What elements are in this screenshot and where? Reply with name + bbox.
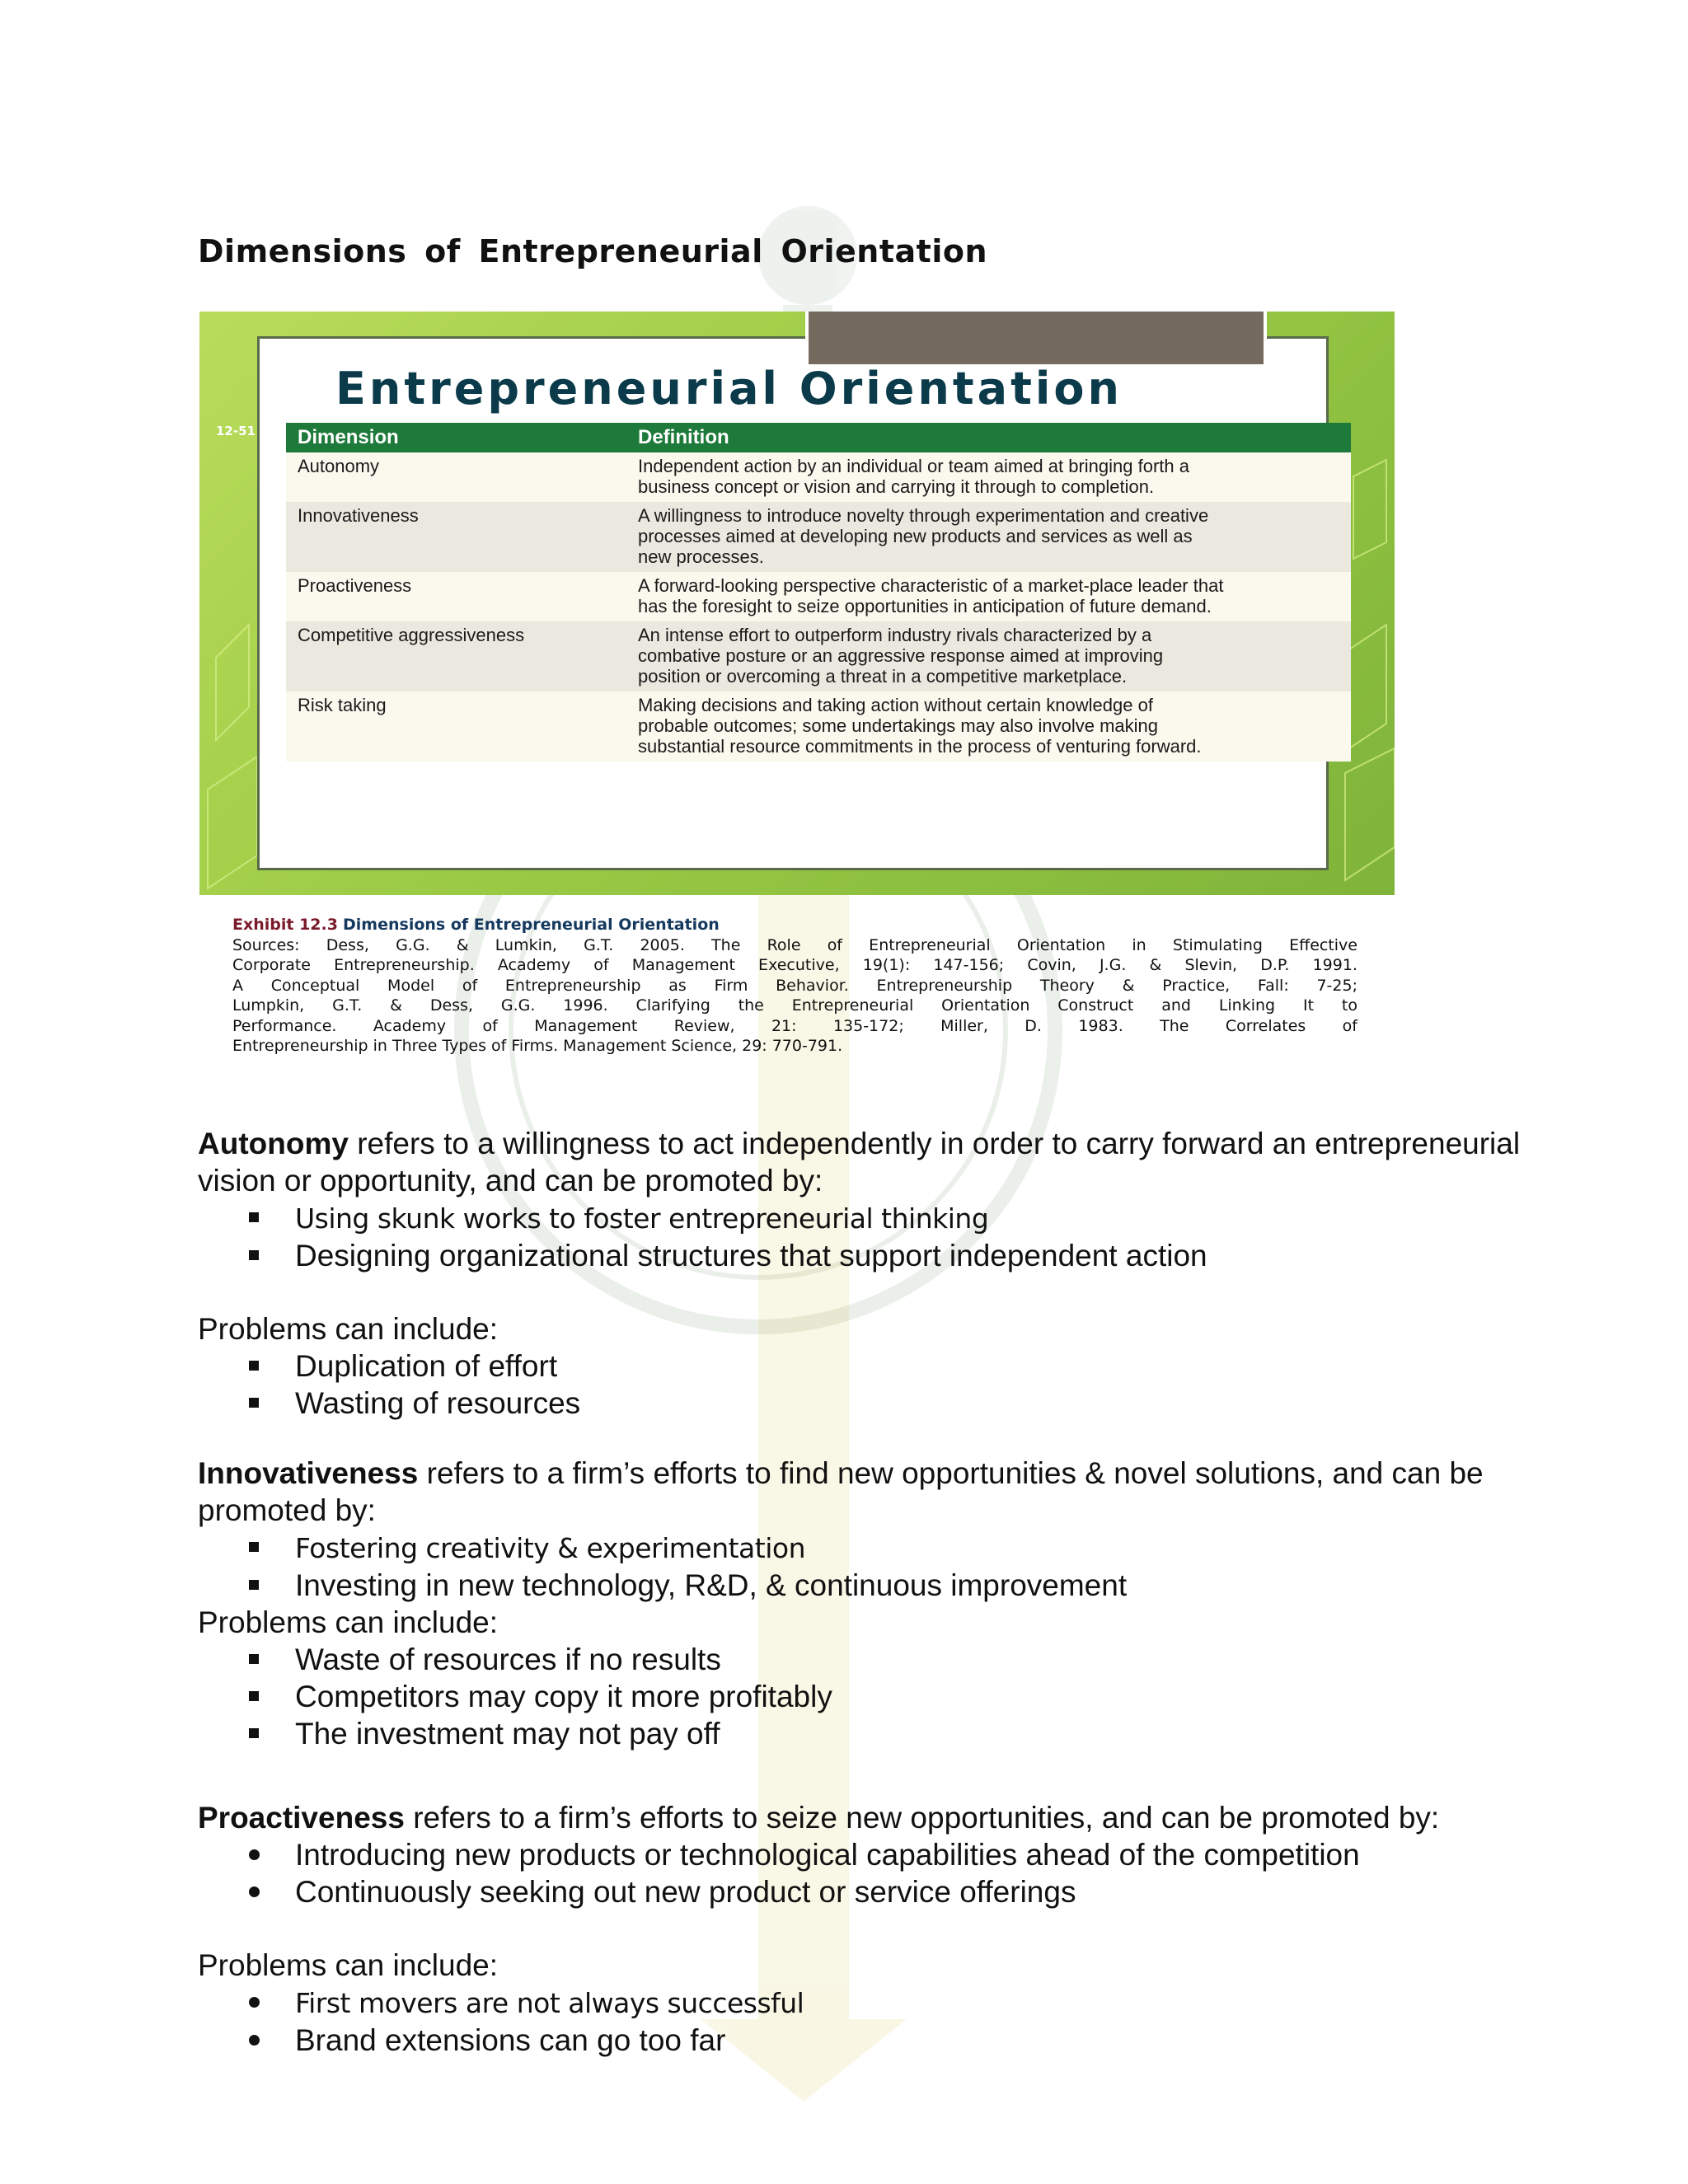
autonomy-section (198, 1125, 1533, 1422)
table-row (286, 691, 1351, 762)
definition-cell (626, 502, 1351, 572)
sources-line: Performance. Academy of Management Review, 21: 135-172; Miller, D. 1983. The Correlates of (232, 1016, 1357, 1035)
definition-line: combative posture or an aggressive response aimed at improving (638, 645, 1164, 666)
round-bullet-icon (249, 2035, 260, 2046)
sources-line: A Conceptual Model of Entrepreneurship as Firm Behavior. Entrepreneurship Theory & Practice, Fall: 7-25; (232, 976, 1357, 995)
definition-line: Making decisions and taking action without certain knowledge of (638, 695, 1153, 715)
dimension-cell: Innovativeness (286, 502, 626, 572)
square-bullet-icon (249, 1398, 259, 1408)
definition-line: business concept or vision and carrying it through to completion. (638, 476, 1155, 497)
definition-line: new processes. (638, 546, 764, 567)
innovativeness-definition: refers to a firm’s efforts to find new opportunities & novel solutions, and can be promoted by: (198, 1456, 1484, 1527)
table-header-row (286, 423, 1351, 452)
square-bullet-icon (249, 1691, 259, 1701)
slide-header-tab (805, 312, 1267, 368)
definition-line: Independent action by an individual or team aimed at bringing forth a (638, 456, 1189, 476)
exhibit-caption-title (232, 915, 1357, 935)
proactiveness-paragraph (198, 1799, 1533, 1836)
page-heading: Dimensions of Entrepreneurial Orientation (198, 233, 988, 269)
autonomy-promoted-list (198, 1199, 1533, 1274)
slide-number: 12-51 (216, 424, 256, 438)
exhibit-title: Dimensions of Entrepreneurial Orientation (343, 916, 720, 934)
definition-cell (626, 572, 1351, 621)
table-row (286, 452, 1351, 502)
autonomy-problems-label: Problems can include: (198, 1312, 499, 1346)
definition-line: processes aimed at developing new products and services as well as (638, 526, 1193, 546)
innovativeness-section (198, 1455, 1533, 1752)
autonomy-problems-list (198, 1347, 1533, 1422)
innovativeness-problems-label: Problems can include: (198, 1605, 499, 1639)
table-row (286, 502, 1351, 572)
dimension-cell: Proactiveness (286, 572, 626, 621)
table-header-dimension: Dimension (286, 423, 626, 452)
dimension-cell: Risk taking (286, 691, 626, 762)
round-bullet-icon (249, 1997, 260, 2008)
list-item: Brand extensions can go too far (198, 2022, 1533, 2059)
table-row (286, 572, 1351, 621)
proactiveness-term: Proactiveness (198, 1801, 405, 1835)
list-item: Wasting of resources (198, 1385, 1533, 1422)
list-item: The investment may not pay off (198, 1715, 1533, 1752)
proactiveness-promoted-list (198, 1836, 1533, 1910)
exhibit-caption (232, 915, 1357, 1057)
proactiveness-problems-label: Problems can include: (198, 1948, 499, 1982)
autonomy-term: Autonomy (198, 1127, 349, 1160)
definition-line: has the foresight to seize opportunities in anticipation of future demand. (638, 596, 1212, 616)
list-item: Introducing new products or technological capabilities ahead of the competition (198, 1836, 1533, 1873)
round-bullet-icon (249, 1886, 260, 1897)
square-bullet-icon (249, 1212, 259, 1222)
definition-line: probable outcomes; some undertakings may also involve making (638, 715, 1158, 736)
definition-line: An intense effort to outperform industry rivals characterized by a (638, 625, 1152, 645)
sources-line: Corporate Entrepreneurship. Academy of Management Executive, 19(1): 147-156; Covin, J.G. & Slevin, D.P. 1991. (232, 956, 1357, 974)
list-item: Competitors may copy it more profitably (198, 1678, 1533, 1715)
definition-cell (626, 621, 1351, 691)
list-item: Waste of resources if no results (198, 1641, 1533, 1678)
innovativeness-term: Innovativeness (198, 1456, 419, 1490)
slide-image (199, 312, 1395, 895)
table-header-definition: Definition (626, 423, 1351, 452)
innovativeness-paragraph (198, 1455, 1533, 1529)
square-bullet-icon (249, 1542, 259, 1552)
sources-line: Sources: Dess, G.G. & Lumkin, G.T. 2005. The Role of Entrepreneurial Orientation in Stimulating Effective (232, 935, 1357, 954)
list-item: Duplication of effort (198, 1347, 1533, 1385)
list-item: Designing organizational structures that support independent action (198, 1237, 1533, 1274)
innovativeness-promoted-list (198, 1529, 1533, 1604)
dimension-cell: Autonomy (286, 452, 626, 502)
list-item: Investing in new technology, R&D, & continuous improvement (198, 1567, 1533, 1604)
proactiveness-section (198, 1799, 1533, 2059)
sources-line: Entrepreneurship in Three Types of Firms. Management Science, 29: 770-791. (232, 1037, 843, 1055)
innovativeness-problems-list (198, 1641, 1533, 1752)
exhibit-label: Exhibit 12.3 (232, 916, 338, 934)
autonomy-paragraph (198, 1125, 1533, 1199)
square-bullet-icon (249, 1361, 259, 1371)
list-item: Continuously seeking out new product or service offerings (198, 1873, 1533, 1910)
proactiveness-definition: refers to a firm’s efforts to seize new opportunities, and can be promoted by: (404, 1801, 1440, 1835)
square-bullet-icon (249, 1654, 259, 1664)
eo-dimensions-table (286, 423, 1351, 762)
table-row (286, 621, 1351, 691)
square-bullet-icon (249, 1580, 259, 1590)
square-bullet-icon (249, 1250, 259, 1260)
definition-line: position or overcoming a threat in a competitive marketplace. (638, 666, 1128, 687)
list-item: First movers are not always successful (198, 1984, 1533, 2022)
definition-line: A forward-looking perspective characteristic of a market-place leader that (638, 575, 1224, 596)
sources-line: Lumpkin, G.T. & Dess, G.G. 1996. Clarifying the Entrepreneurial Orientation Construct and Linking It to (232, 996, 1357, 1015)
slide-title: Entrepreneurial Orientation (335, 363, 1123, 415)
definition-cell (626, 452, 1351, 502)
definition-cell (626, 691, 1351, 762)
square-bullet-icon (249, 1728, 259, 1738)
autonomy-definition: refers to a willingness to act independently in order to carry forward an entrepreneurial vision or opportunity, and can be promoted by: (198, 1127, 1521, 1197)
round-bullet-icon (249, 1849, 260, 1860)
definition-line: substantial resource commitments in the process of venturing forward. (638, 736, 1202, 757)
list-item: Using skunk works to foster entrepreneurial thinking (198, 1199, 1533, 1237)
dimension-cell: Competitive aggressiveness (286, 621, 626, 691)
definition-line: A willingness to introduce novelty through experimentation and creative (638, 505, 1209, 526)
list-item: Fostering creativity & experimentation (198, 1529, 1533, 1567)
proactiveness-problems-list (198, 1984, 1533, 2059)
